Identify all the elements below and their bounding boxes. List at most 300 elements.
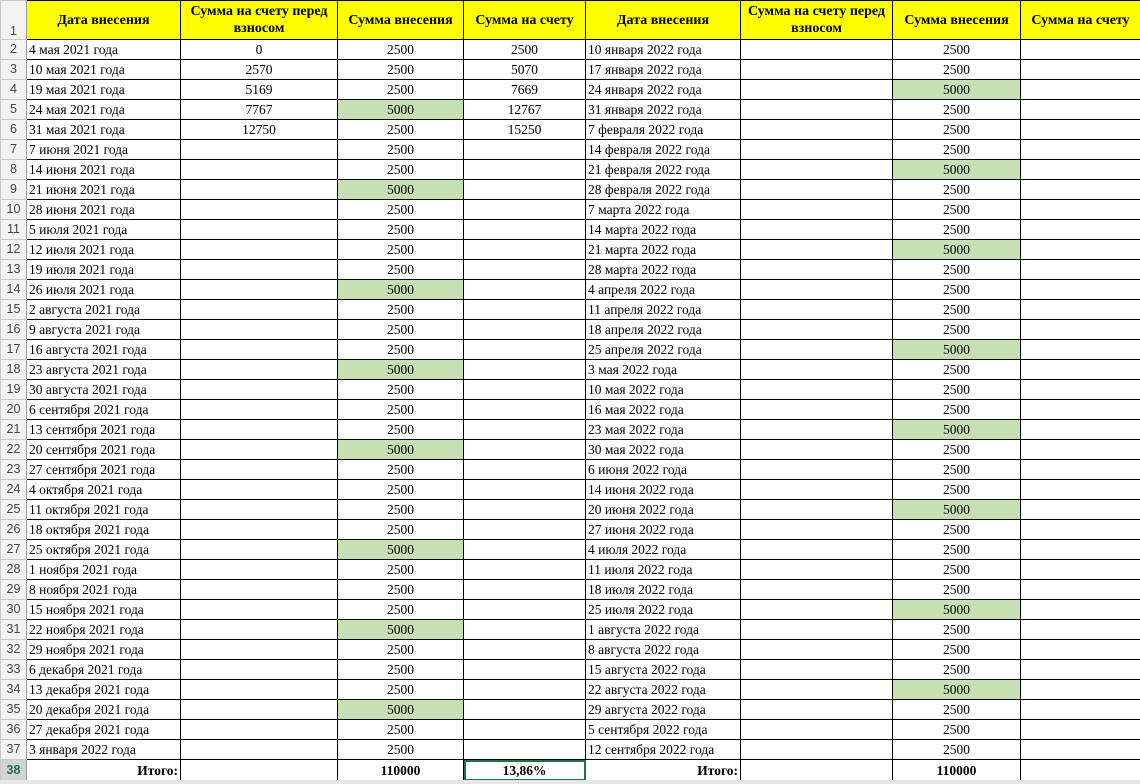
balance-cell-2[interactable] [1021, 660, 1140, 680]
balance-cell[interactable] [464, 160, 586, 180]
date-cell[interactable]: 2 августа 2021 года [27, 300, 181, 320]
row-header[interactable]: 18 [1, 360, 27, 380]
balance-cell[interactable] [464, 240, 586, 260]
deposit-cell[interactable]: 2500 [338, 640, 464, 660]
date-cell-2[interactable]: 6 июня 2022 года [586, 460, 741, 480]
date-cell[interactable]: 26 июля 2021 года [27, 280, 181, 300]
balance-cell-2[interactable] [1021, 620, 1140, 640]
deposit-cell-2[interactable]: 2500 [893, 380, 1021, 400]
row-header[interactable]: 3 [1, 60, 27, 80]
deposit-cell[interactable]: 2500 [338, 160, 464, 180]
deposit-cell[interactable]: 5000 [338, 620, 464, 640]
balance-cell[interactable] [464, 740, 586, 760]
deposit-cell[interactable]: 2500 [338, 580, 464, 600]
balance-cell-2[interactable] [1021, 580, 1140, 600]
date-cell[interactable]: 10 мая 2021 года [27, 60, 181, 80]
deposit-cell[interactable]: 5000 [338, 540, 464, 560]
balance-before-cell-2[interactable] [741, 500, 893, 520]
balance-before-cell[interactable] [181, 560, 338, 580]
row-header[interactable]: 32 [1, 640, 27, 660]
date-cell-2[interactable]: 3 мая 2022 года [586, 360, 741, 380]
date-cell[interactable]: 30 августа 2021 года [27, 380, 181, 400]
row-header[interactable]: 5 [1, 100, 27, 120]
row-header[interactable]: 21 [1, 420, 27, 440]
deposit-cell[interactable]: 2500 [338, 40, 464, 60]
row-header[interactable]: 29 [1, 580, 27, 600]
deposit-cell-2[interactable]: 2500 [893, 520, 1021, 540]
balance-cell-2[interactable] [1021, 480, 1140, 500]
date-cell-2[interactable]: 31 января 2022 года [586, 100, 741, 120]
date-cell-2[interactable]: 18 апреля 2022 года [586, 320, 741, 340]
row-header[interactable]: 12 [1, 240, 27, 260]
row-header[interactable]: 8 [1, 160, 27, 180]
date-cell-2[interactable]: 20 июня 2022 года [586, 500, 741, 520]
balance-cell-2[interactable] [1021, 740, 1140, 760]
row-header[interactable]: 19 [1, 380, 27, 400]
deposit-cell-2[interactable]: 2500 [893, 180, 1021, 200]
deposit-cell[interactable]: 2500 [338, 400, 464, 420]
deposit-cell-2[interactable]: 2500 [893, 300, 1021, 320]
balance-before-cell[interactable] [181, 740, 338, 760]
row-header[interactable]: 35 [1, 700, 27, 720]
deposit-total[interactable]: 110000 [338, 760, 464, 782]
date-cell-2[interactable]: 14 июня 2022 года [586, 480, 741, 500]
balance-cell[interactable] [464, 600, 586, 620]
date-cell[interactable]: 7 июня 2021 года [27, 140, 181, 160]
cell[interactable] [181, 760, 338, 782]
totals-label[interactable]: Итого: [27, 760, 181, 782]
date-cell[interactable]: 20 сентября 2021 года [27, 440, 181, 460]
deposit-cell[interactable]: 5000 [338, 440, 464, 460]
date-cell-2[interactable]: 28 февраля 2022 года [586, 180, 741, 200]
date-cell-2[interactable]: 1 августа 2022 года [586, 620, 741, 640]
date-cell[interactable]: 6 сентября 2021 года [27, 400, 181, 420]
deposit-cell-2[interactable]: 2500 [893, 740, 1021, 760]
date-cell-2[interactable]: 21 февраля 2022 года [586, 160, 741, 180]
deposit-cell-2[interactable]: 5000 [893, 240, 1021, 260]
balance-before-cell[interactable]: 2570 [181, 60, 338, 80]
balance-before-cell-2[interactable] [741, 240, 893, 260]
date-cell[interactable]: 16 августа 2021 года [27, 340, 181, 360]
balance-before-cell-2[interactable] [741, 600, 893, 620]
deposit-cell[interactable]: 2500 [338, 120, 464, 140]
row-header[interactable]: 13 [1, 260, 27, 280]
balance-before-cell-2[interactable] [741, 660, 893, 680]
balance-cell[interactable] [464, 660, 586, 680]
balance-cell[interactable]: 2500 [464, 40, 586, 60]
row-header[interactable]: 33 [1, 660, 27, 680]
date-cell-2[interactable]: 8 августа 2022 года [586, 640, 741, 660]
balance-cell-2[interactable] [1021, 300, 1140, 320]
balance-cell-2[interactable] [1021, 200, 1140, 220]
date-cell-2[interactable]: 30 мая 2022 года [586, 440, 741, 460]
deposit-cell[interactable]: 2500 [338, 740, 464, 760]
balance-cell-2[interactable] [1021, 280, 1140, 300]
balance-before-cell-2[interactable] [741, 620, 893, 640]
deposit-cell-2[interactable]: 2500 [893, 640, 1021, 660]
row-header[interactable]: 38 [1, 760, 27, 782]
deposit-cell[interactable]: 2500 [338, 80, 464, 100]
header-balance-before-2[interactable]: Сумма на счету перед взносом [741, 1, 893, 40]
balance-before-cell[interactable] [181, 640, 338, 660]
deposit-cell-2[interactable]: 2500 [893, 660, 1021, 680]
balance-cell-2[interactable] [1021, 700, 1140, 720]
deposit-cell-2[interactable]: 2500 [893, 400, 1021, 420]
row-header[interactable]: 17 [1, 340, 27, 360]
date-cell[interactable]: 3 января 2022 года [27, 740, 181, 760]
row-header[interactable]: 22 [1, 440, 27, 460]
cell[interactable] [1021, 760, 1140, 782]
balance-cell[interactable] [464, 140, 586, 160]
date-cell[interactable]: 27 декабря 2021 года [27, 720, 181, 740]
deposit-cell-2[interactable]: 5000 [893, 160, 1021, 180]
balance-cell[interactable] [464, 440, 586, 460]
header-deposit[interactable]: Сумма внесения [338, 1, 464, 40]
balance-cell[interactable] [464, 380, 586, 400]
deposit-cell[interactable]: 2500 [338, 140, 464, 160]
deposit-cell[interactable]: 2500 [338, 340, 464, 360]
date-cell[interactable]: 24 мая 2021 года [27, 100, 181, 120]
deposit-cell[interactable]: 5000 [338, 700, 464, 720]
deposit-cell-2[interactable]: 5000 [893, 340, 1021, 360]
balance-cell[interactable] [464, 580, 586, 600]
date-cell[interactable]: 14 июня 2021 года [27, 160, 181, 180]
balance-before-cell[interactable] [181, 700, 338, 720]
balance-cell[interactable] [464, 480, 586, 500]
balance-before-cell-2[interactable] [741, 260, 893, 280]
balance-cell-2[interactable] [1021, 380, 1140, 400]
date-cell-2[interactable]: 11 апреля 2022 года [586, 300, 741, 320]
date-cell[interactable]: 12 июля 2021 года [27, 240, 181, 260]
date-cell-2[interactable]: 28 марта 2022 года [586, 260, 741, 280]
row-header[interactable]: 9 [1, 180, 27, 200]
deposit-cell[interactable]: 5000 [338, 100, 464, 120]
balance-before-cell-2[interactable] [741, 440, 893, 460]
row-header[interactable]: 36 [1, 720, 27, 740]
deposit-cell-2[interactable]: 2500 [893, 480, 1021, 500]
balance-cell[interactable]: 7669 [464, 80, 586, 100]
balance-before-cell-2[interactable] [741, 280, 893, 300]
balance-cell-2[interactable] [1021, 160, 1140, 180]
deposit-cell[interactable]: 2500 [338, 260, 464, 280]
balance-before-cell[interactable] [181, 380, 338, 400]
balance-cell[interactable]: 12767 [464, 100, 586, 120]
date-cell[interactable]: 1 ноября 2021 года [27, 560, 181, 580]
balance-before-cell[interactable] [181, 160, 338, 180]
balance-cell[interactable] [464, 400, 586, 420]
cell[interactable] [741, 760, 893, 782]
balance-cell[interactable] [464, 360, 586, 380]
balance-before-cell-2[interactable] [741, 740, 893, 760]
row-header[interactable]: 2 [1, 40, 27, 60]
balance-cell[interactable] [464, 180, 586, 200]
date-cell[interactable]: 8 ноября 2021 года [27, 580, 181, 600]
deposit-cell-2[interactable]: 2500 [893, 280, 1021, 300]
deposit-cell-2[interactable]: 2500 [893, 540, 1021, 560]
date-cell-2[interactable]: 17 января 2022 года [586, 60, 741, 80]
deposit-cell[interactable]: 5000 [338, 180, 464, 200]
date-cell-2[interactable]: 27 июня 2022 года [586, 520, 741, 540]
balance-cell[interactable] [464, 200, 586, 220]
date-cell[interactable]: 19 мая 2021 года [27, 80, 181, 100]
date-cell-2[interactable]: 14 марта 2022 года [586, 220, 741, 240]
row-header[interactable]: 6 [1, 120, 27, 140]
balance-cell-2[interactable] [1021, 560, 1140, 580]
date-cell-2[interactable]: 29 августа 2022 года [586, 700, 741, 720]
balance-before-cell-2[interactable] [741, 420, 893, 440]
totals-label-2[interactable]: Итого: [586, 760, 741, 782]
balance-before-cell[interactable] [181, 520, 338, 540]
balance-cell[interactable] [464, 460, 586, 480]
date-cell[interactable]: 29 ноября 2021 года [27, 640, 181, 660]
balance-before-cell-2[interactable] [741, 720, 893, 740]
balance-before-cell[interactable] [181, 480, 338, 500]
date-cell[interactable]: 20 декабря 2021 года [27, 700, 181, 720]
balance-before-cell-2[interactable] [741, 460, 893, 480]
balance-before-cell[interactable] [181, 600, 338, 620]
deposit-cell-2[interactable]: 2500 [893, 360, 1021, 380]
deposit-cell-2[interactable]: 2500 [893, 320, 1021, 340]
balance-before-cell[interactable] [181, 580, 338, 600]
balance-before-cell[interactable] [181, 260, 338, 280]
balance-before-cell-2[interactable] [741, 180, 893, 200]
date-cell-2[interactable]: 18 июля 2022 года [586, 580, 741, 600]
balance-before-cell-2[interactable] [741, 200, 893, 220]
balance-cell-2[interactable] [1021, 340, 1140, 360]
balance-before-cell-2[interactable] [741, 400, 893, 420]
balance-before-cell[interactable]: 7767 [181, 100, 338, 120]
date-cell-2[interactable]: 25 июля 2022 года [586, 600, 741, 620]
balance-cell[interactable] [464, 680, 586, 700]
balance-before-cell[interactable]: 12750 [181, 120, 338, 140]
balance-before-cell-2[interactable] [741, 140, 893, 160]
date-cell[interactable]: 13 декабря 2021 года [27, 680, 181, 700]
balance-before-cell-2[interactable] [741, 160, 893, 180]
balance-before-cell[interactable] [181, 720, 338, 740]
row-header[interactable]: 26 [1, 520, 27, 540]
deposit-cell[interactable]: 2500 [338, 320, 464, 340]
row-header[interactable]: 31 [1, 620, 27, 640]
row-header[interactable]: 1 [1, 1, 27, 40]
deposit-cell[interactable]: 2500 [338, 480, 464, 500]
header-balance-2[interactable]: Сумма на счету [1021, 1, 1140, 40]
balance-before-cell[interactable] [181, 420, 338, 440]
date-cell-2[interactable]: 14 февраля 2022 года [586, 140, 741, 160]
deposit-cell[interactable]: 2500 [338, 300, 464, 320]
balance-cell[interactable] [464, 500, 586, 520]
balance-before-cell[interactable]: 5169 [181, 80, 338, 100]
balance-cell-2[interactable] [1021, 220, 1140, 240]
deposit-cell-2[interactable]: 2500 [893, 440, 1021, 460]
balance-before-cell-2[interactable] [741, 100, 893, 120]
date-cell[interactable]: 15 ноября 2021 года [27, 600, 181, 620]
balance-cell[interactable] [464, 340, 586, 360]
balance-cell-2[interactable] [1021, 260, 1140, 280]
deposit-cell[interactable]: 2500 [338, 680, 464, 700]
deposit-cell[interactable]: 5000 [338, 280, 464, 300]
balance-before-cell-2[interactable] [741, 60, 893, 80]
balance-before-cell-2[interactable] [741, 120, 893, 140]
balance-cell[interactable] [464, 620, 586, 640]
date-cell-2[interactable]: 10 января 2022 года [586, 40, 741, 60]
row-header[interactable]: 15 [1, 300, 27, 320]
deposit-cell[interactable]: 2500 [338, 720, 464, 740]
balance-before-cell-2[interactable] [741, 540, 893, 560]
balance-cell[interactable] [464, 520, 586, 540]
balance-cell[interactable] [464, 220, 586, 240]
deposit-cell[interactable]: 2500 [338, 60, 464, 80]
balance-before-cell-2[interactable] [741, 300, 893, 320]
row-header[interactable]: 28 [1, 560, 27, 580]
deposit-cell-2[interactable]: 5000 [893, 500, 1021, 520]
balance-cell-2[interactable] [1021, 400, 1140, 420]
header-deposit-2[interactable]: Сумма внесения [893, 1, 1021, 40]
header-date-2[interactable]: Дата внесения [586, 1, 741, 40]
deposit-cell-2[interactable]: 2500 [893, 460, 1021, 480]
deposit-cell-2[interactable]: 5000 [893, 420, 1021, 440]
balance-before-cell[interactable] [181, 460, 338, 480]
balance-cell[interactable] [464, 560, 586, 580]
row-header[interactable]: 34 [1, 680, 27, 700]
balance-before-cell-2[interactable] [741, 40, 893, 60]
date-cell-2[interactable]: 12 сентября 2022 года [586, 740, 741, 760]
balance-cell[interactable] [464, 320, 586, 340]
balance-before-cell[interactable] [181, 620, 338, 640]
balance-cell-2[interactable] [1021, 720, 1140, 740]
balance-before-cell-2[interactable] [741, 340, 893, 360]
date-cell[interactable]: 21 июня 2021 года [27, 180, 181, 200]
balance-cell-2[interactable] [1021, 40, 1140, 60]
balance-before-cell[interactable] [181, 280, 338, 300]
balance-cell-2[interactable] [1021, 140, 1140, 160]
date-cell[interactable]: 25 октября 2021 года [27, 540, 181, 560]
balance-cell[interactable] [464, 640, 586, 660]
balance-cell-2[interactable] [1021, 500, 1140, 520]
date-cell[interactable]: 28 июня 2021 года [27, 200, 181, 220]
balance-before-cell[interactable] [181, 440, 338, 460]
row-header[interactable]: 10 [1, 200, 27, 220]
deposit-cell-2[interactable]: 2500 [893, 620, 1021, 640]
deposit-cell-2[interactable]: 2500 [893, 700, 1021, 720]
date-cell[interactable]: 19 июля 2021 года [27, 260, 181, 280]
row-header[interactable]: 30 [1, 600, 27, 620]
date-cell-2[interactable]: 7 февраля 2022 года [586, 120, 741, 140]
balance-before-cell[interactable] [181, 360, 338, 380]
row-header[interactable]: 23 [1, 460, 27, 480]
deposit-cell-2[interactable]: 5000 [893, 80, 1021, 100]
date-cell[interactable]: 6 декабря 2021 года [27, 660, 181, 680]
deposit-cell-2[interactable]: 5000 [893, 680, 1021, 700]
row-header[interactable]: 7 [1, 140, 27, 160]
balance-cell[interactable] [464, 260, 586, 280]
balance-before-cell[interactable] [181, 180, 338, 200]
row-header[interactable]: 4 [1, 80, 27, 100]
date-cell[interactable]: 4 мая 2021 года [27, 40, 181, 60]
balance-before-cell[interactable] [181, 320, 338, 340]
balance-cell-2[interactable] [1021, 360, 1140, 380]
deposit-total-2[interactable]: 110000 [893, 760, 1021, 782]
balance-cell[interactable] [464, 300, 586, 320]
balance-before-cell-2[interactable] [741, 640, 893, 660]
balance-before-cell[interactable] [181, 300, 338, 320]
deposit-cell[interactable]: 2500 [338, 560, 464, 580]
deposit-cell-2[interactable]: 5000 [893, 600, 1021, 620]
balance-before-cell-2[interactable] [741, 80, 893, 100]
date-cell[interactable]: 13 сентября 2021 года [27, 420, 181, 440]
balance-before-cell-2[interactable] [741, 520, 893, 540]
date-cell-2[interactable]: 15 августа 2022 года [586, 660, 741, 680]
balance-cell-2[interactable] [1021, 680, 1140, 700]
balance-cell-2[interactable] [1021, 640, 1140, 660]
deposit-cell-2[interactable]: 2500 [893, 560, 1021, 580]
date-cell[interactable]: 9 августа 2021 года [27, 320, 181, 340]
deposit-cell[interactable]: 2500 [338, 600, 464, 620]
date-cell[interactable]: 18 октября 2021 года [27, 520, 181, 540]
date-cell-2[interactable]: 5 сентября 2022 года [586, 720, 741, 740]
balance-cell-2[interactable] [1021, 600, 1140, 620]
balance-before-cell-2[interactable] [741, 560, 893, 580]
balance-cell[interactable] [464, 720, 586, 740]
header-date[interactable]: Дата внесения [27, 1, 181, 40]
balance-before-cell[interactable] [181, 660, 338, 680]
header-balance-before[interactable]: Сумма на счету перед взносом [181, 1, 338, 40]
deposit-cell[interactable]: 2500 [338, 380, 464, 400]
date-cell-2[interactable]: 22 августа 2022 года [586, 680, 741, 700]
balance-before-cell[interactable] [181, 200, 338, 220]
balance-before-cell-2[interactable] [741, 580, 893, 600]
date-cell[interactable]: 11 октября 2021 года [27, 500, 181, 520]
balance-cell[interactable] [464, 420, 586, 440]
balance-cell-2[interactable] [1021, 180, 1140, 200]
deposit-cell[interactable]: 2500 [338, 240, 464, 260]
deposit-cell[interactable]: 2500 [338, 420, 464, 440]
balance-cell-2[interactable] [1021, 320, 1140, 340]
balance-before-cell-2[interactable] [741, 480, 893, 500]
balance-cell-2[interactable] [1021, 120, 1140, 140]
deposit-cell-2[interactable]: 2500 [893, 260, 1021, 280]
balance-before-cell[interactable] [181, 340, 338, 360]
balance-before-cell-2[interactable] [741, 680, 893, 700]
balance-cell[interactable] [464, 540, 586, 560]
balance-before-cell[interactable] [181, 680, 338, 700]
balance-before-cell[interactable]: 0 [181, 40, 338, 60]
balance-cell-2[interactable] [1021, 520, 1140, 540]
deposit-cell-2[interactable]: 2500 [893, 100, 1021, 120]
date-cell[interactable]: 27 сентября 2021 года [27, 460, 181, 480]
date-cell[interactable]: 5 июля 2021 года [27, 220, 181, 240]
deposit-cell-2[interactable]: 2500 [893, 120, 1021, 140]
balance-before-cell[interactable] [181, 540, 338, 560]
date-cell[interactable]: 4 октября 2021 года [27, 480, 181, 500]
balance-cell-2[interactable] [1021, 540, 1140, 560]
date-cell-2[interactable]: 21 марта 2022 года [586, 240, 741, 260]
rate-cell-selected[interactable]: 13,86% [464, 760, 586, 782]
row-header[interactable]: 25 [1, 500, 27, 520]
date-cell-2[interactable]: 7 марта 2022 года [586, 200, 741, 220]
balance-before-cell-2[interactable] [741, 700, 893, 720]
date-cell-2[interactable]: 24 января 2022 года [586, 80, 741, 100]
date-cell-2[interactable]: 25 апреля 2022 года [586, 340, 741, 360]
balance-cell-2[interactable] [1021, 420, 1140, 440]
deposit-cell[interactable]: 5000 [338, 360, 464, 380]
deposit-cell-2[interactable]: 2500 [893, 220, 1021, 240]
row-header[interactable]: 16 [1, 320, 27, 340]
balance-before-cell-2[interactable] [741, 220, 893, 240]
date-cell-2[interactable]: 23 мая 2022 года [586, 420, 741, 440]
deposit-cell[interactable]: 2500 [338, 200, 464, 220]
balance-cell-2[interactable] [1021, 240, 1140, 260]
deposit-cell[interactable]: 2500 [338, 500, 464, 520]
